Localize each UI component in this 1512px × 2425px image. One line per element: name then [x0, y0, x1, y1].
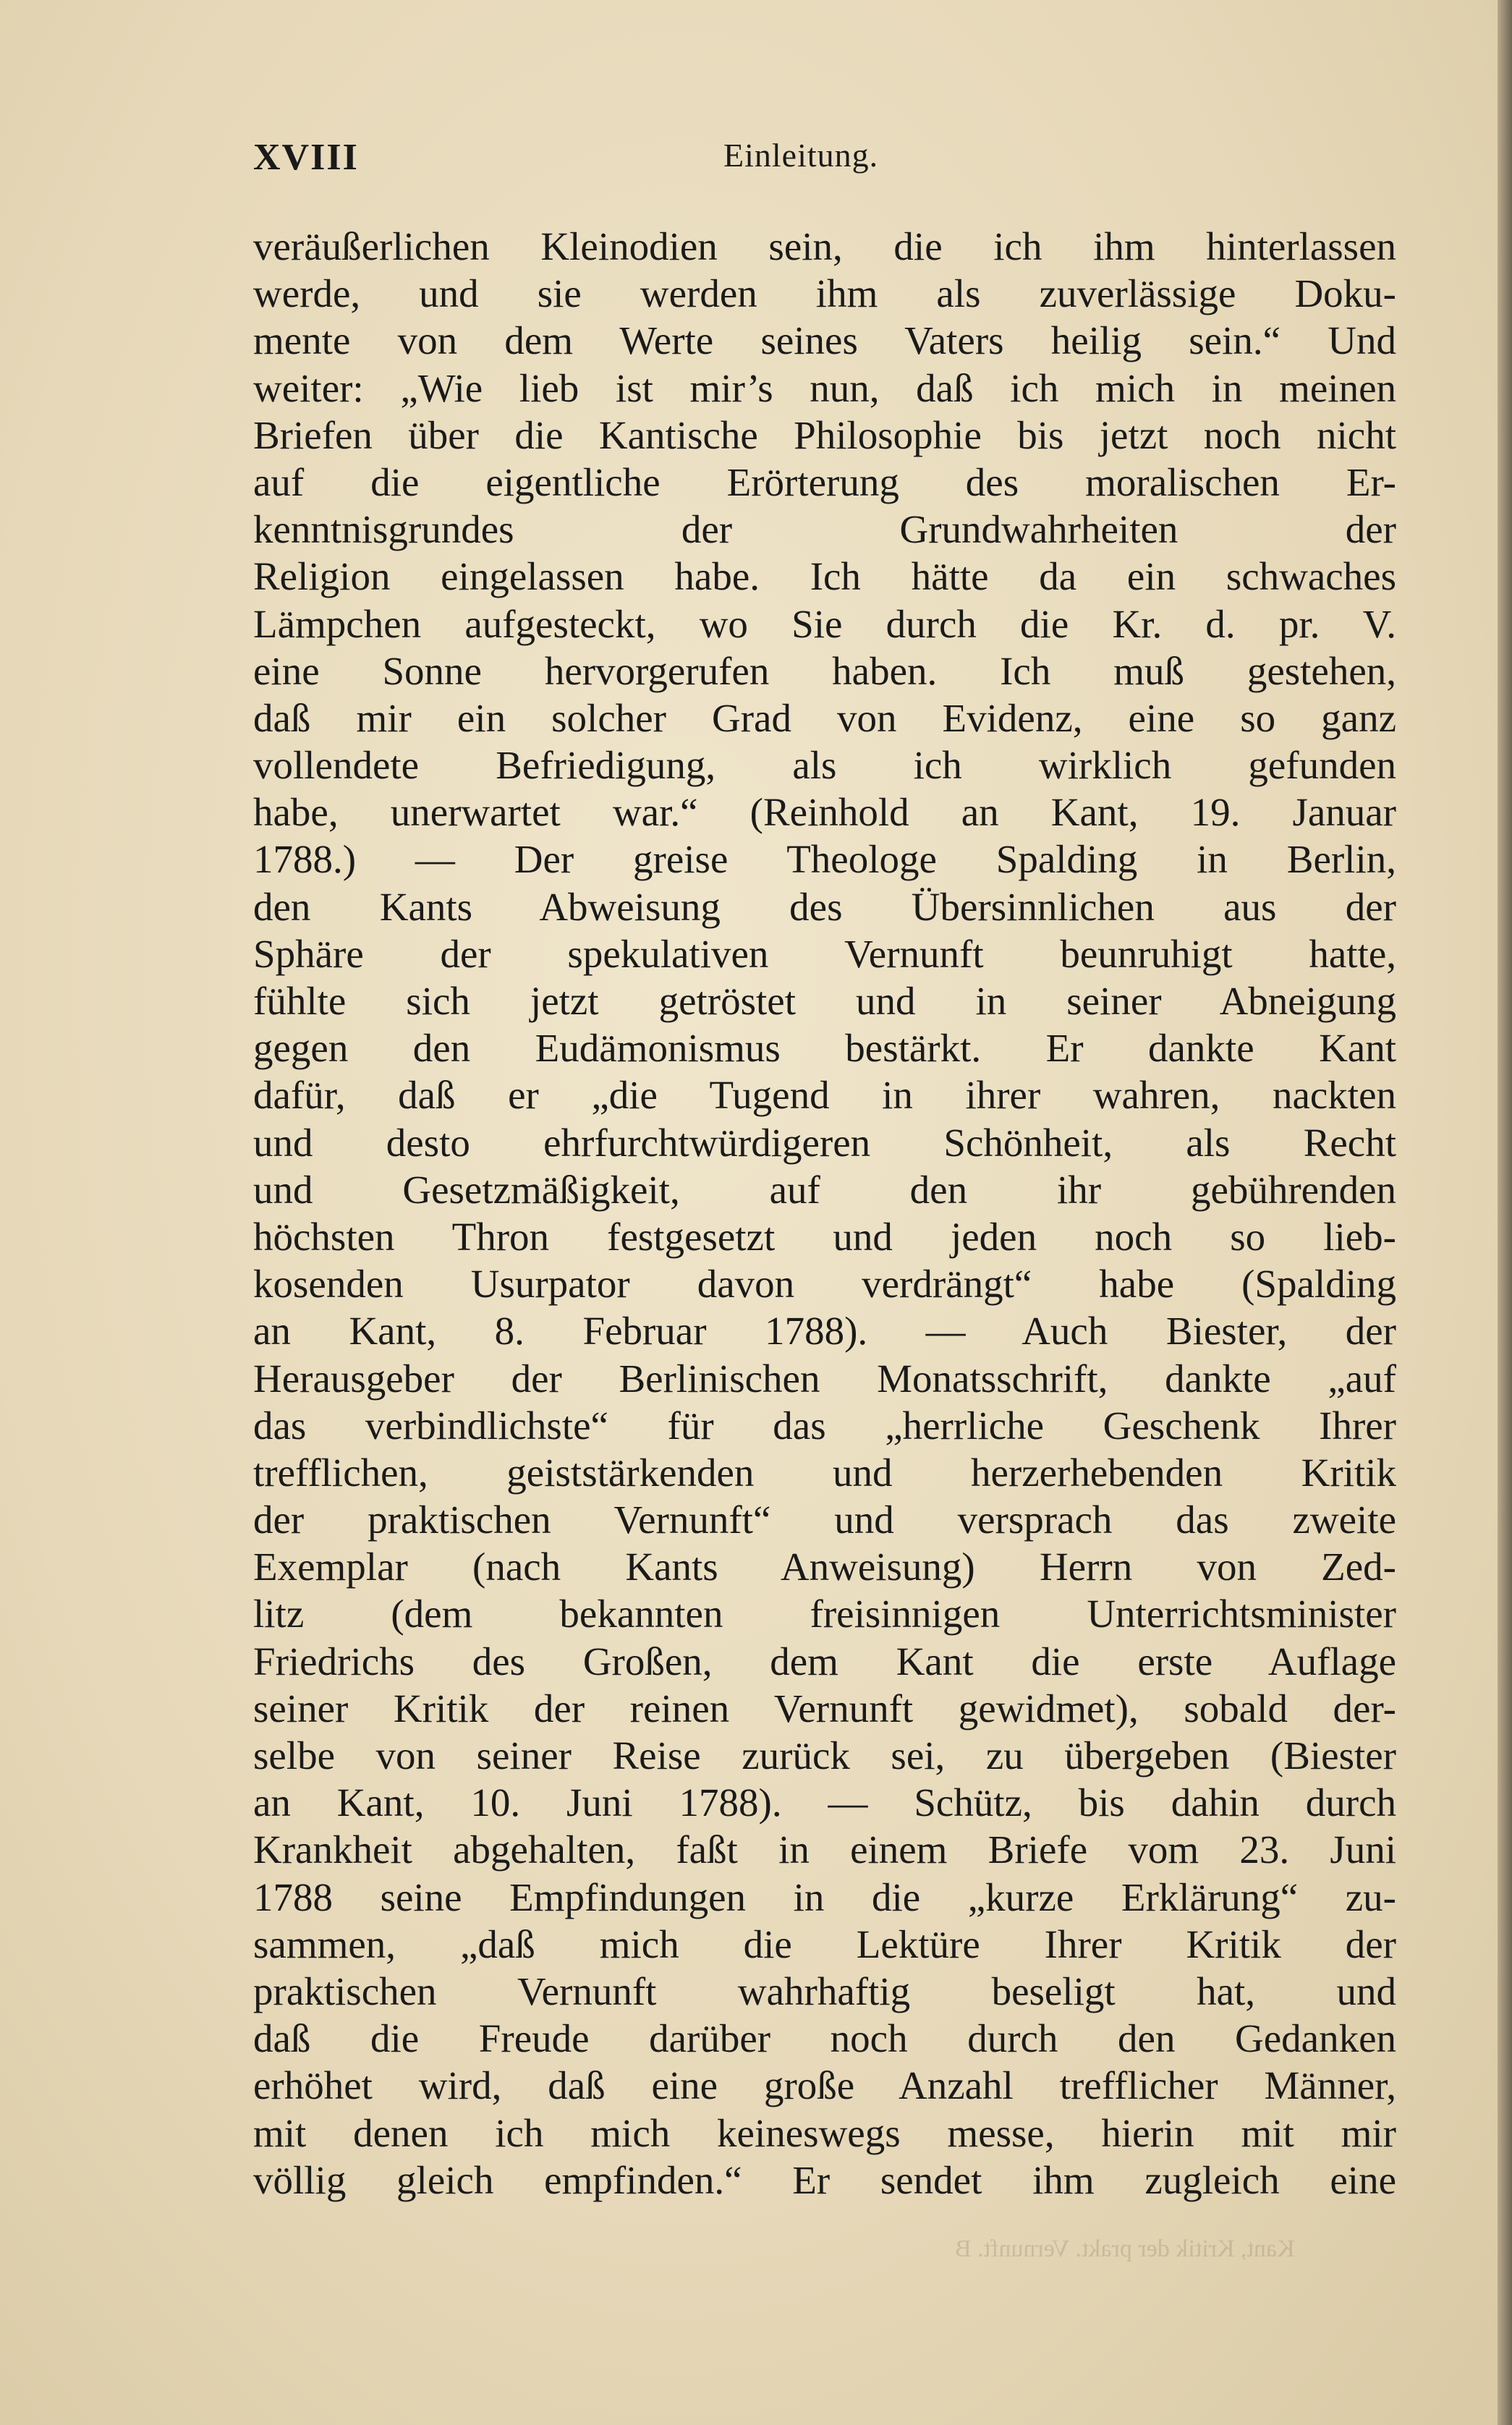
text-line: und Gesetzmäßigkeit, auf den ihr gebührenden — [253, 1167, 1396, 1212]
text-line: höchsten Thron festgesetzt und jeden noch so lieb- — [253, 1214, 1396, 1259]
bleed-through-text: Kant, Kritik der prakt. Vernunft. B — [955, 2235, 1295, 2262]
text-line: sammen, „daß mich die Lektüre Ihrer Kritik der — [253, 1921, 1396, 1966]
text-line: mente von dem Werte seines Vaters heilig sein.“ Und — [253, 318, 1396, 363]
body-text — [253, 223, 1396, 2204]
text-line: an Kant, 8. Februar 1788). — Auch Biester, der — [253, 1309, 1396, 1354]
text-line: veräußerlichen Kleinodien sein, die ich ihm hinterlassen — [253, 224, 1396, 268]
text-line: seiner Kritik der reinen Vernunft gewidmet), sobald der- — [253, 1686, 1396, 1730]
text-line: Friedrichs des Großen, dem Kant die erste Auflage — [253, 1639, 1396, 1683]
page-header — [253, 136, 1389, 187]
text-line: kenntnisgrundes der Grundwahrheiten der — [253, 507, 1396, 552]
text-line: eine Sonne hervorgerufen haben. Ich muß gestehen, — [253, 648, 1396, 693]
text-line: Herausgeber der Berlinischen Monatsschrift, dankte „auf — [253, 1356, 1396, 1401]
text-line: vollendete Befriedigung, als ich wirklich gefunden — [253, 743, 1396, 788]
text-line: litz (dem bekannten freisinnigen Unterrichtsminister — [253, 1592, 1396, 1636]
text-line: den Kants Abweisung des Übersinnlichen aus der — [253, 884, 1396, 929]
text-line: weiter: „Wie lieb ist mir’s nun, daß ich mich in meinen — [253, 365, 1396, 410]
text-line: praktischen Vernunft wahrhaftig beseligt hat, und — [253, 1969, 1396, 2013]
text-line: selbe von seiner Reise zurück sei, zu übergeben (Biester — [253, 1733, 1396, 1778]
text-line: das verbindlichste“ für das „herrliche Geschenk Ihrer — [253, 1403, 1396, 1448]
text-line: mit denen ich mich keineswegs messe, hierin mit mir — [253, 2110, 1396, 2155]
text-line: der praktischen Vernunft“ und versprach das zweite — [253, 1498, 1396, 1542]
text-line: fühlte sich jetzt getröstet und in seiner Abneigung — [253, 979, 1396, 1023]
text-line: völlig gleich empfinden.“ Er sendet ihm zugleich eine — [253, 2157, 1396, 2202]
text-line: Briefen über die Kantische Philosophie bis jetzt noch nicht — [253, 412, 1396, 457]
text-line: Exemplar (nach Kants Anweisung) Herrn von Zed- — [253, 1545, 1396, 1589]
text-line: 1788.) — Der greise Theologe Spalding in Berlin, — [253, 837, 1396, 882]
text-line: gegen den Eudämonismus bestärkt. Er dankte Kant — [253, 1026, 1396, 1071]
text-line: kosenden Usurpator davon verdrängt“ habe (Spalding — [253, 1262, 1396, 1307]
text-line: trefflichen, geiststärkenden und herzerhebenden Kritik — [253, 1450, 1396, 1495]
text-line: Lämpchen aufgesteckt, wo Sie durch die Kr. d. pr. V. — [253, 601, 1396, 646]
page-number: XVIII — [253, 137, 359, 178]
text-line: Sphäre der spekulativen Vernunft beunruhigt hatte, — [253, 931, 1396, 976]
text-line: auf die eigentliche Erörterung des moralischen Er- — [253, 459, 1396, 504]
running-title: Einleitung. — [723, 137, 879, 174]
text-line: Krankheit abgehalten, faßt in einem Briefe vom 23. Juni — [253, 1827, 1396, 1872]
text-line: daß mir ein solcher Grad von Evidenz, eine so ganz — [253, 695, 1396, 740]
text-line: dafür, daß er „die Tugend in ihrer wahren, nackten — [253, 1073, 1396, 1118]
text-line: habe, unerwartet war.“ (Reinhold an Kant, 19. Januar — [253, 790, 1396, 835]
text-line: an Kant, 10. Juni 1788). — Schütz, bis dahin durch — [253, 1780, 1396, 1825]
page-edge — [1498, 0, 1512, 2425]
text-line: und desto ehrfurchtwürdigeren Schönheit, als Recht — [253, 1120, 1396, 1165]
text-line: Religion eingelassen habe. Ich hätte da ein schwaches — [253, 554, 1396, 599]
text-line: erhöhet wird, daß eine große Anzahl trefflicher Männer, — [253, 2063, 1396, 2108]
text-line: 1788 seine Empfindungen in die „kurze Erklärung“ zu- — [253, 1874, 1396, 1919]
text-line: werde, und sie werden ihm als zuverlässige Doku- — [253, 271, 1396, 316]
text-line: daß die Freude darüber noch durch den Gedanken — [253, 2016, 1396, 2061]
